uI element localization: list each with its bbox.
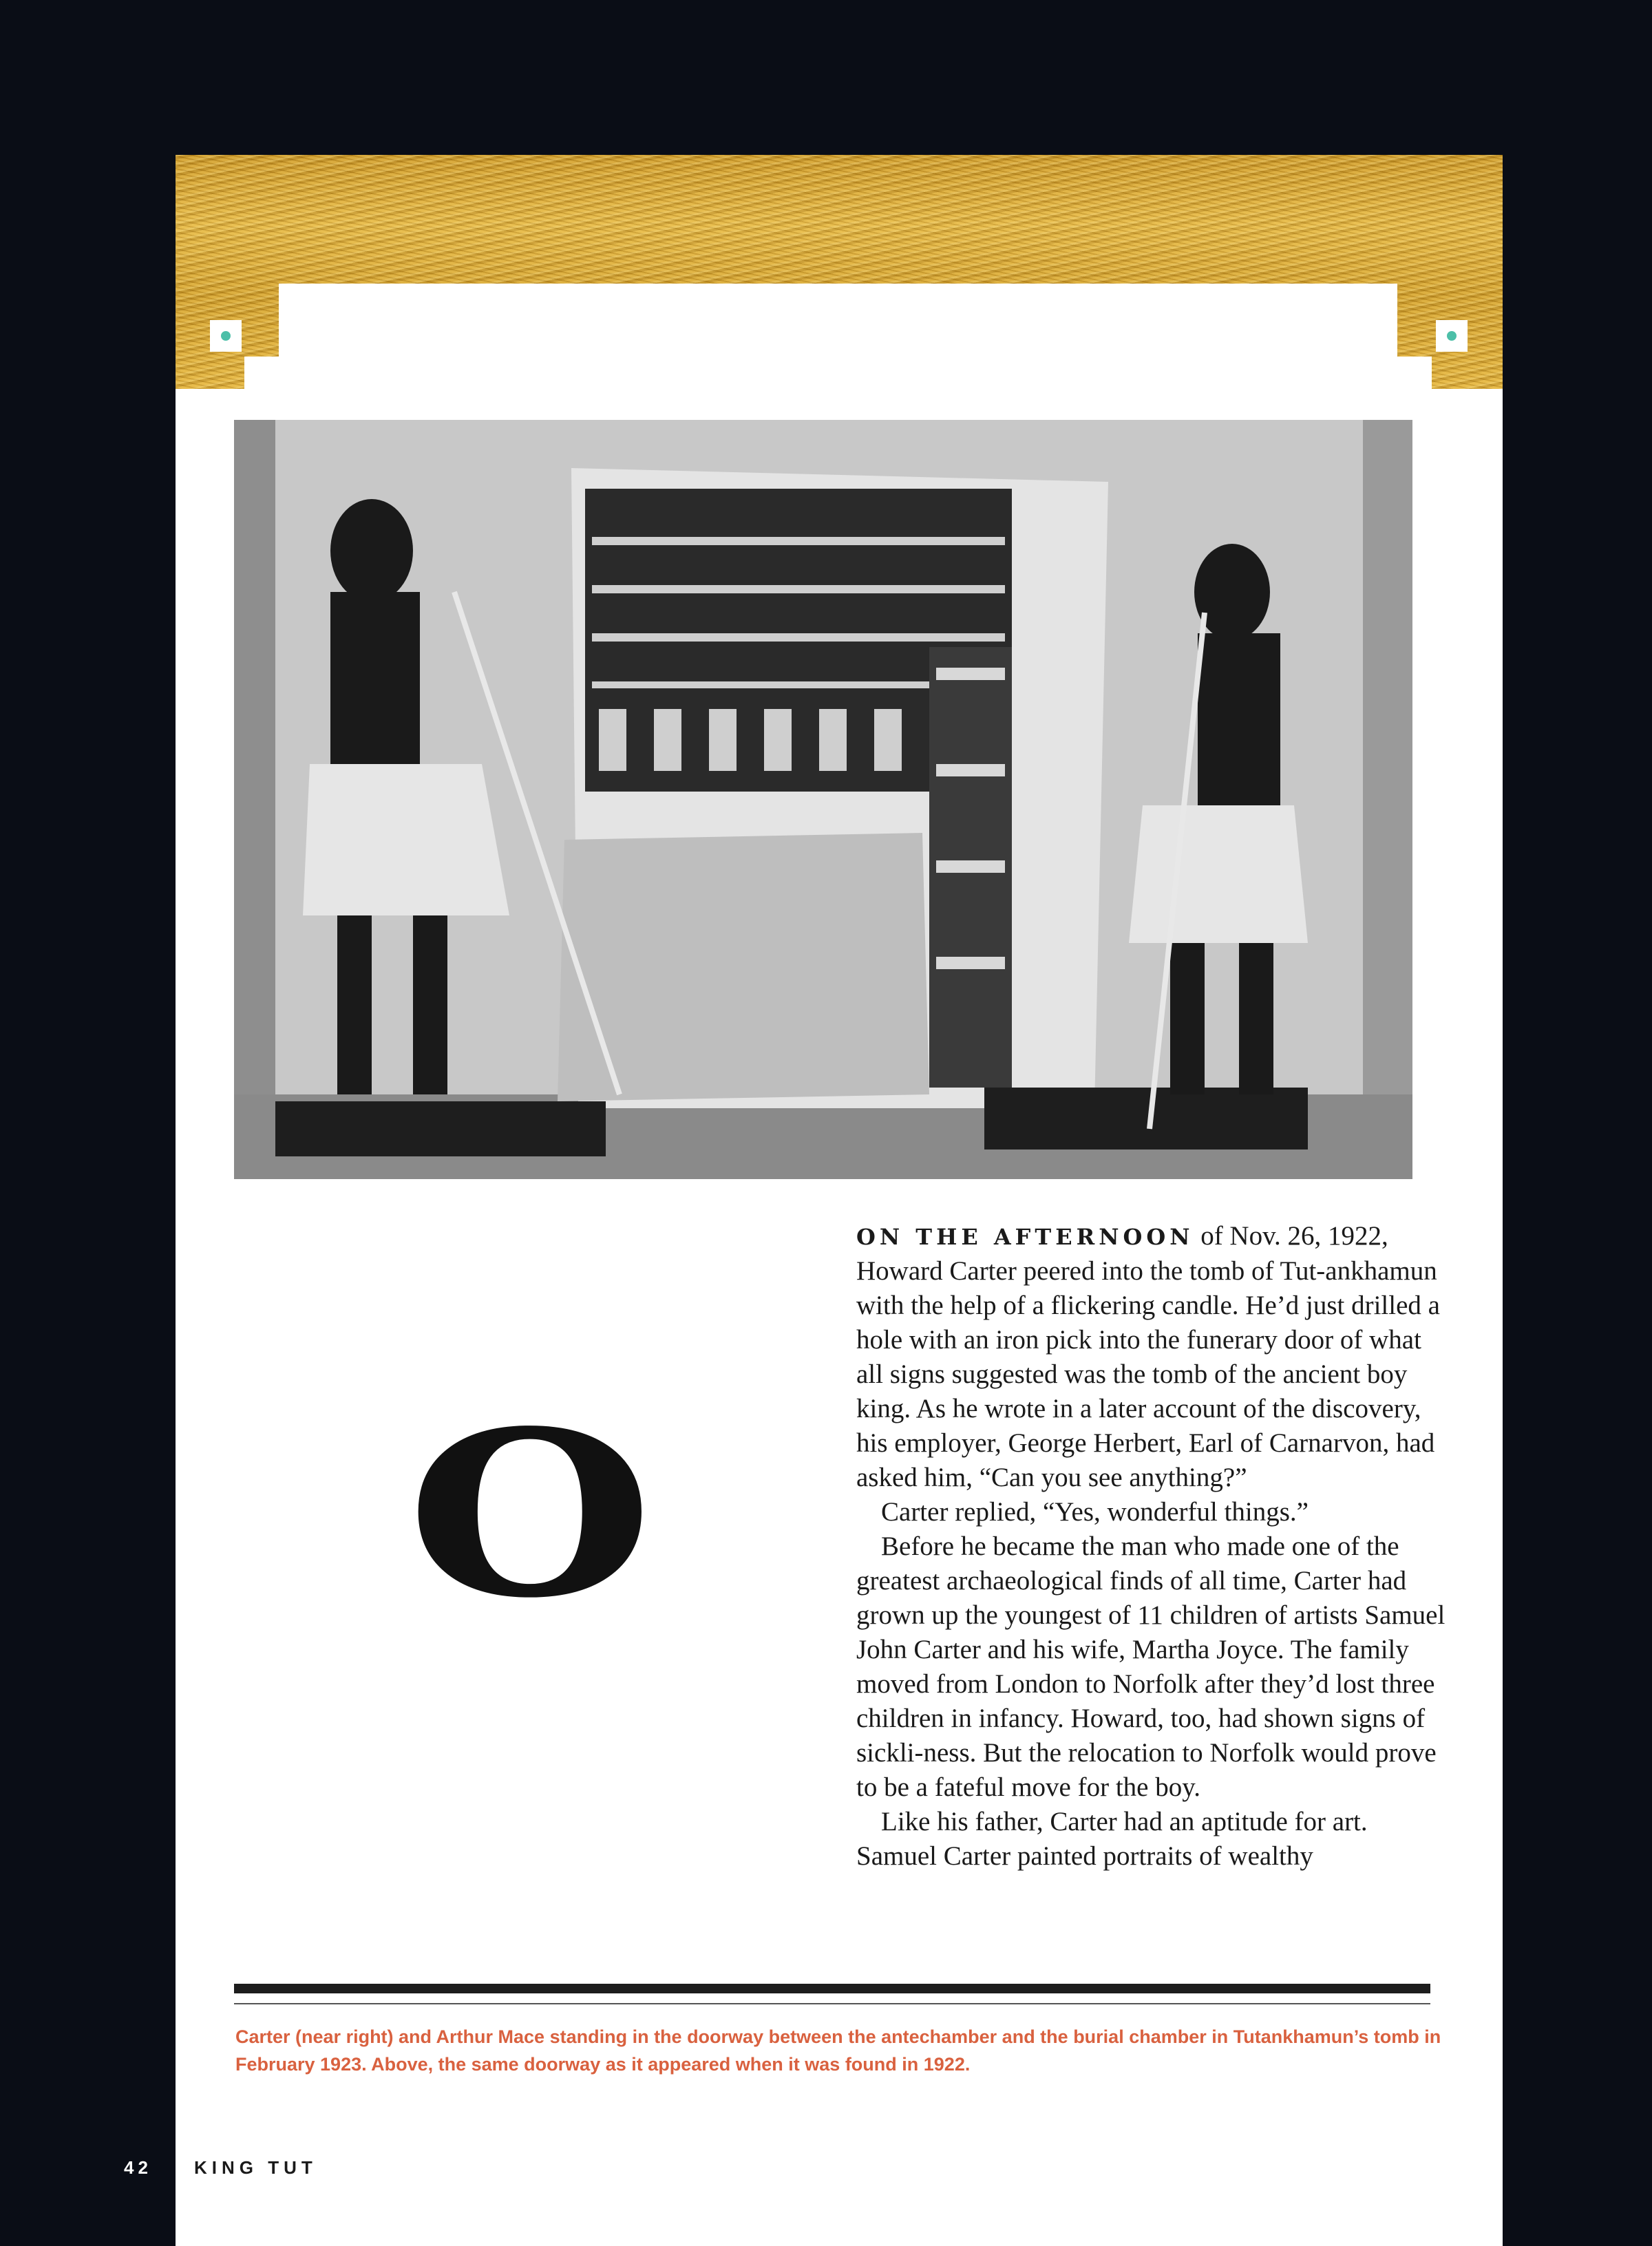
paragraph-1-text: of Nov. 26, 1922, Howard Carter peered into the tomb of Tut-ankhamun with the help of a flickering candle. He’d just drilled a hole with an iron pick into the funerary door of what all signs suggested was the tomb of the ancient boy king. As he wrote in a later account of the discovery, his employer, George Herbert, Earl of Carnarvon, had asked him, “Can you see anything?” bbox=[856, 1221, 1440, 1492]
notch-step-left bbox=[244, 357, 280, 394]
corner-dot-icon-left bbox=[210, 320, 242, 352]
paragraph-2: Carter replied, “Yes, wonderful things.” bbox=[881, 1497, 1309, 1527]
caption-rule-thick bbox=[234, 1984, 1430, 1993]
paragraph-3: Before he became the man who made one of the greatest archaeological finds of all time, Carter had grown up the youngest of 11 children of artists Samuel John Carter and his wife, Martha Joyce. The family moved from London to Norfolk after they’d lost three children in infancy. Howard, too, had shown signs of sickli-ness. But the relocation to Norfolk would prove to be a fateful move for the boy. bbox=[856, 1532, 1446, 1802]
photo-caption: Carter (near right) and Arthur Mace standing in the doorway between the antechamber and the burial chamber in Tutankhamun’s tomb in February 1923. Above, the same doorway as it appeared when it was found in 1922. bbox=[235, 2026, 1441, 2075]
tomb-doorway-photo bbox=[234, 420, 1412, 1179]
drop-cap: O bbox=[406, 1381, 654, 1648]
page-number: 42 bbox=[124, 2157, 152, 2178]
caption-rule-thin bbox=[234, 2003, 1430, 2004]
header-notch bbox=[279, 284, 1397, 394]
paragraph-1 bbox=[856, 1219, 1448, 1495]
paragraph-4: Like his father, Carter had an aptitude for art. Samuel Carter painted portraits of wealthy bbox=[856, 1807, 1368, 1871]
corner-dot-icon-right bbox=[1436, 320, 1468, 352]
article-body bbox=[856, 1219, 1448, 1874]
section-title: KING TUT bbox=[194, 2157, 317, 2178]
lead-in: ON THE AFTERNOON bbox=[856, 1224, 1194, 1250]
notch-step-right bbox=[1396, 357, 1432, 394]
